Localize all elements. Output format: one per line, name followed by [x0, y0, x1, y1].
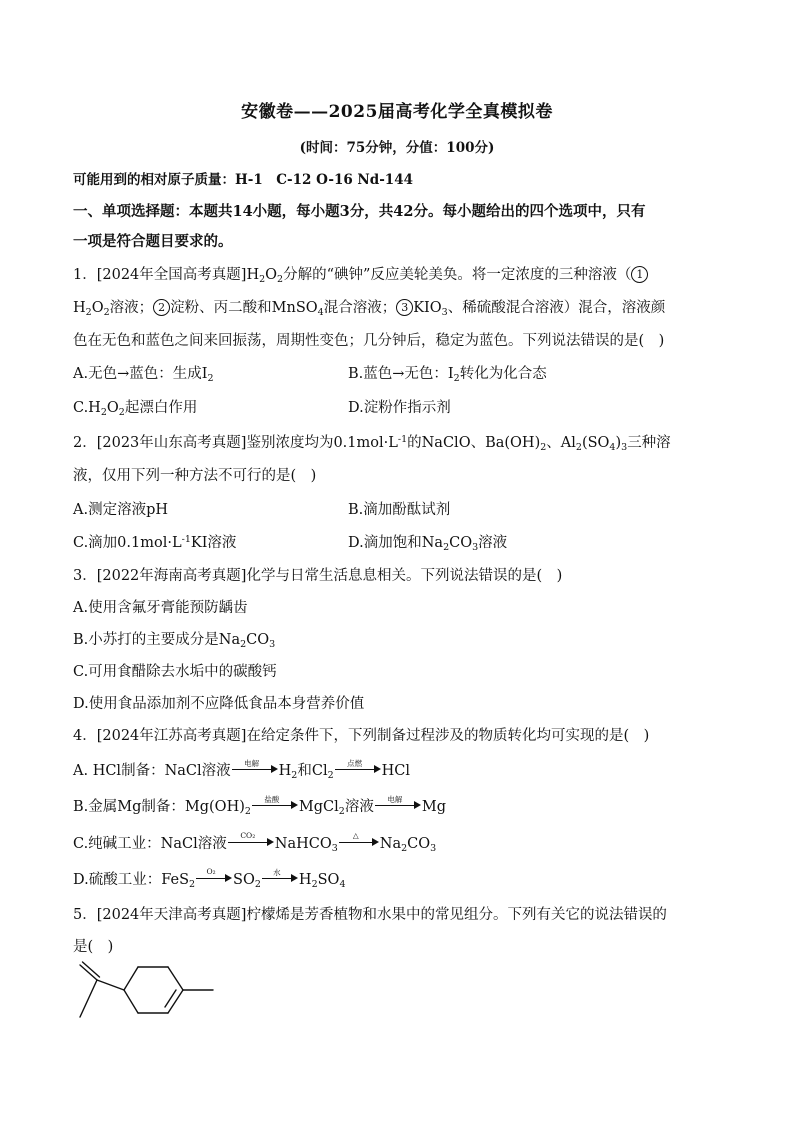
q4-option-b: B.金属Mg制备：$Mg(OH)_2$ 盐酸 MgCl$_2$溶液 电解 Mg: [73, 795, 446, 817]
reaction-arrow: 电解: [375, 798, 421, 812]
reaction-arrow: 水: [262, 871, 298, 885]
limonene-structure: [72, 955, 222, 1025]
circled-number-2: 2: [153, 299, 170, 316]
exam-time-score: (时间：75分钟，分值：100分): [299, 140, 495, 156]
q3-option-d: D.使用食品添加剂不应降低食品本身营养价值: [73, 696, 365, 712]
q1-stem-line3: 色在无色和蓝色之间来回振荡，周期性变色；几分钟后，稳定为蓝色。下列说法错误的是( ): [73, 333, 665, 349]
q2-option-a: A.测定溶液pH: [73, 502, 169, 518]
q4-option-d: D.硫酸工业：FeS$_2$ O₂ $SO_2$ 水 $H_2SO_4$: [73, 867, 346, 890]
section-heading-line2: 一项是符合题目要求的。: [73, 233, 233, 250]
reaction-arrow: O₂: [196, 871, 232, 885]
q1-option-a: A.无色→蓝色：生成$I_2$: [73, 366, 214, 384]
q1-option-c: $C.H_2O_2$起漂白作用: [73, 400, 198, 418]
q3-option-b: B.小苏打的主要成分是$Na_2CO_3$: [73, 632, 276, 650]
q5-stem-line2: 是( ): [73, 939, 114, 955]
q5-stem-line1: 5．[2024年天津高考真题]柠檬烯是芳香植物和水果中的常见组分。下列有关它的说法错误的: [73, 907, 667, 923]
reaction-arrow: 电解: [232, 762, 278, 776]
circled-number-3: 3: [396, 299, 413, 316]
q1-stem-line2: $H_2O_2$溶液； 2 淀粉、丙二酸和MnSO$_4$混合溶液； 3 $KIO_3$、稀硫酸混合溶液）混合，溶液颜: [73, 300, 666, 318]
q2-option-b: B.滴加酚酞试剂: [348, 502, 451, 518]
exam-title: 安徽卷——2025届高考化学全真模拟卷: [241, 102, 553, 122]
q2-stem-line2: 液，仅用下列一种方法不可行的是( ): [73, 468, 317, 484]
reaction-arrow: CO₂: [228, 835, 274, 849]
q2-stem-line1: 2．[2023年山东高考真题]鉴别浓度均为$0.1mol\cdot L^{-1}$的NaClO、$Ba(OH)_2$、$Al_2(SO_4)_3$三种溶: [73, 434, 671, 453]
circled-number-1: 1: [631, 266, 648, 283]
reaction-arrow: 点燃: [335, 762, 381, 776]
q3-option-c: C.可用食醋除去水垢中的碳酸钙: [73, 664, 277, 680]
q4-stem: 4．[2024年江苏高考真题]在给定条件下，下列制备过程涉及的物质转化均可实现的是( ): [73, 728, 650, 744]
q3-option-a: A.使用含氟牙膏能预防龋齿: [73, 600, 248, 616]
reaction-arrow: 盐酸: [252, 798, 298, 812]
q4-option-a: A. HCl制备：NaCl溶液 电解 $H_2$和$Cl_2$ 点燃 HCl: [73, 759, 411, 781]
atomic-masses: 可能用到的相对原子质量：H-1 C-12 O-16 Nd-144: [73, 172, 413, 188]
q3-stem: 3．[2022年海南高考真题]化学与日常生活息息相关。下列说法错误的是( ): [73, 568, 563, 584]
section-heading-line1: 一、单项选择题：本题共14小题，每小题3分，共42分。每小题给出的四个选项中，只有: [73, 203, 646, 220]
q2-option-d: D.滴加饱和$Na_2CO_3$溶液: [348, 535, 508, 553]
q2-option-c: C.滴加$0.1mol\cdot L^{-1}KI$溶液: [73, 534, 237, 551]
reaction-arrow: △: [339, 835, 379, 849]
q1-option-b: B.蓝色→无色：$I_2$转化为化合态: [348, 366, 547, 384]
q4-option-c: C.纯碱工业：NaCl溶液 CO₂ NaHCO$_3$ △ $Na_2CO_3$: [73, 831, 437, 854]
q1-option-d: D.淀粉作指示剂: [348, 400, 451, 416]
q1-stem-line1: 1．[2024年全国高考真题]$H_2O_2$分解的“碘钟”反应美轮美奂。将一定浓度的三种溶液（ 1: [73, 263, 648, 284]
